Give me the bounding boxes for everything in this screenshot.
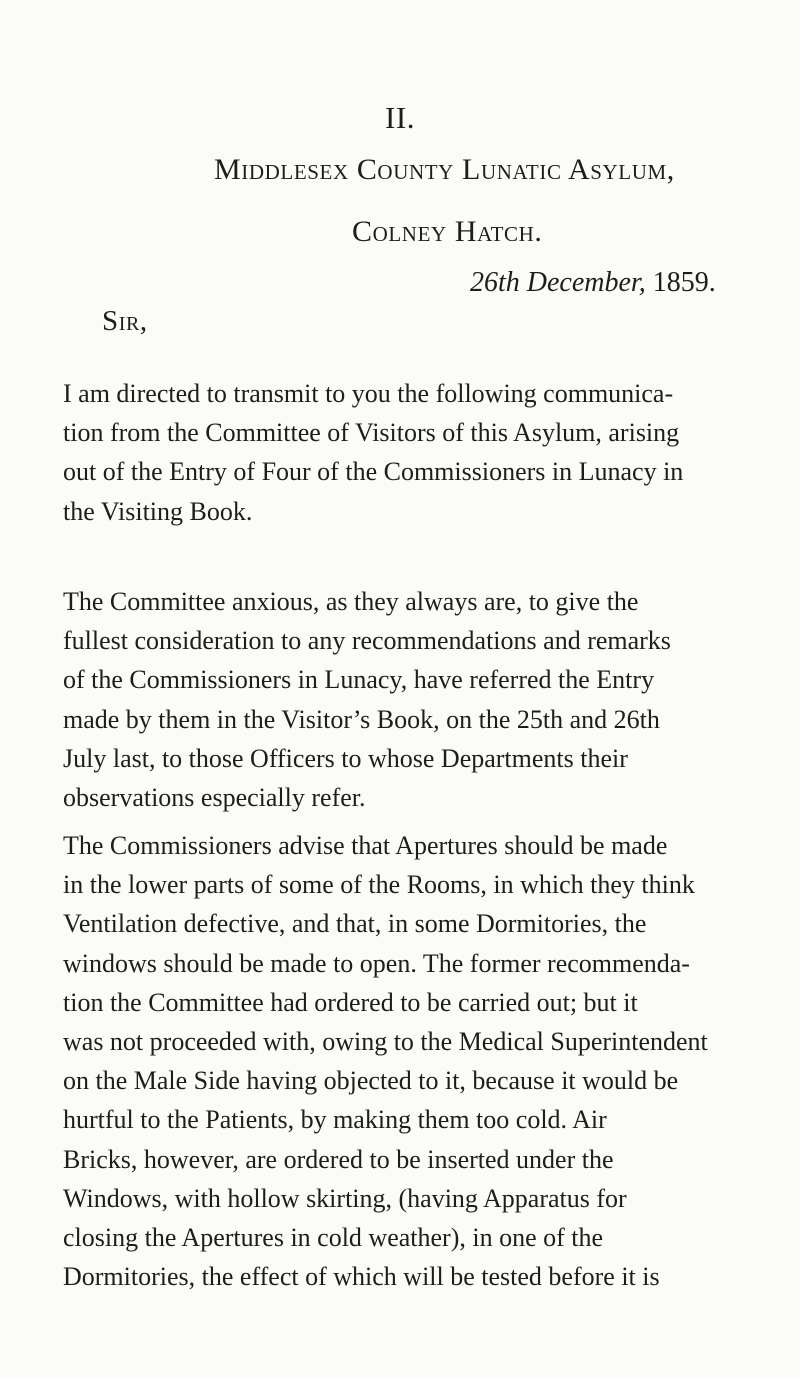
paragraph-line: Dormitories, the effect of which will be tested before it is (63, 1262, 660, 1292)
paragraph-line: observations especially refer. (63, 783, 366, 813)
paragraph-line: out of the Entry of Four of the Commissioners in Lunacy in (63, 457, 684, 487)
paragraph-line: Bricks, however, are ordered to be inserted under the (63, 1144, 614, 1174)
paragraph-line: was not proceeded with, owing to the Medical Superintendent (63, 1027, 708, 1057)
paragraph-line: the Visiting Book. (63, 496, 253, 526)
salutation: Sir, (102, 305, 148, 337)
letter-date (470, 267, 716, 299)
location-name (352, 215, 542, 249)
paragraph-line: Ventilation defective, and that, in some Dormitories, the (63, 909, 647, 939)
paragraph-line: made by them in the Visitor’s Book, on the 25th and 26th (63, 704, 660, 734)
date-year: 1859. (645, 267, 716, 298)
paragraph-2 (63, 582, 713, 817)
institution-text: Middlesex County Lunatic Asylum, (214, 153, 675, 186)
paragraph-line: July last, to those Officers to whose Departments their (63, 743, 628, 773)
paragraph-3 (63, 826, 713, 1296)
section-number: II. (385, 100, 415, 135)
paragraph-line: on the Male Side having objected to it, because it would be (63, 1066, 679, 1096)
paragraph-line: in the lower parts of some of the Rooms, in which they think (63, 870, 695, 900)
paragraph-line: The Committee anxious, as they always are, to give the (63, 587, 639, 616)
location-text: Colney Hatch. (352, 215, 543, 248)
paragraph-line: tion the Committee had ordered to be carried out; but it (63, 987, 638, 1017)
paragraph-1 (63, 374, 713, 531)
paragraph-line: of the Commissioners in Lunacy, have referred the Entry (63, 665, 655, 695)
institution-name (214, 153, 675, 187)
paragraph-line: I am directed to transmit to you the following communica- (63, 379, 674, 408)
date-day: 26th December, (470, 267, 646, 298)
paragraph-line: hurtful to the Patients, by making them too cold. Air (63, 1105, 607, 1135)
paragraph-line: tion from the Committee of Visitors of this Asylum, arising (63, 418, 680, 448)
paragraph-line: windows should be made to open. The former recommenda- (63, 948, 690, 978)
paragraph-line: closing the Apertures in cold weather), in one of the (63, 1223, 604, 1253)
paragraph-line: Windows, with hollow skirting, (having Apparatus for (63, 1183, 627, 1213)
paragraph-line: The Commissioners advise that Apertures should be made (63, 831, 668, 860)
paragraph-line: fullest consideration to any recommendations and remarks (63, 626, 671, 656)
